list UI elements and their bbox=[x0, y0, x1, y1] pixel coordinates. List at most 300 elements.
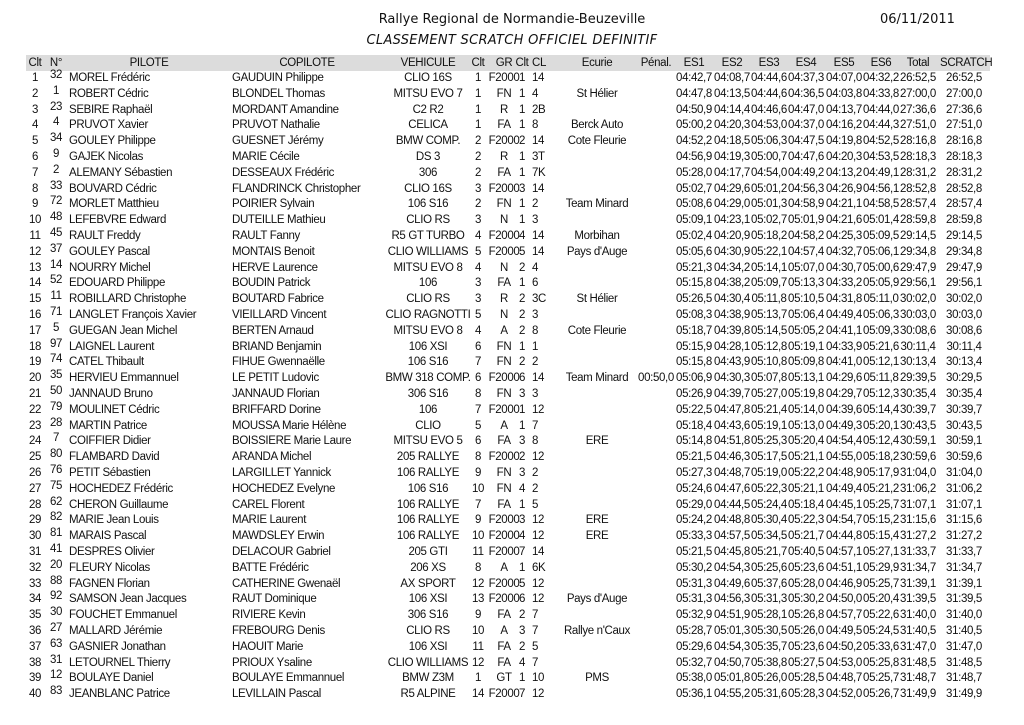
cell-group: FA bbox=[497, 498, 511, 511]
cell-vehicule: CLIO bbox=[415, 419, 441, 432]
cell-es5: 04:19,8 bbox=[826, 135, 862, 148]
cell-es2: 04:08,7 bbox=[714, 72, 750, 84]
cell-group: F2000 bbox=[488, 577, 520, 590]
table-row bbox=[0, 370, 1024, 386]
cell-rank: 18 bbox=[28, 340, 42, 353]
cell-pilote: JANNAUD Bruno bbox=[69, 388, 153, 400]
cell-es3: 05:28,1 bbox=[751, 609, 787, 622]
cell-class-rank-group: 8 bbox=[474, 451, 482, 464]
cell-es6: 04:33,8 bbox=[863, 87, 899, 100]
cell-class: 14 bbox=[532, 135, 545, 148]
cell-rank: 22 bbox=[28, 403, 42, 416]
cell-total: 30:02,0 bbox=[900, 293, 936, 306]
cell-es6: 05:26,7 bbox=[863, 688, 899, 701]
cell-es6: 04:32,2 bbox=[863, 72, 899, 84]
cell-es2: 04:55,2 bbox=[714, 688, 750, 701]
cell-rank: 21 bbox=[28, 388, 42, 400]
cell-es1: 05:02,4 bbox=[676, 230, 712, 242]
cell-es3: 05:09,7 bbox=[751, 277, 787, 290]
cell-rank: 39 bbox=[28, 672, 42, 685]
cell-rank: 31 bbox=[28, 546, 42, 558]
cell-pilote: GOULEY Pascal bbox=[69, 245, 150, 258]
cell-number: 48 bbox=[49, 211, 63, 224]
cell-es5: 04:13,7 bbox=[826, 103, 862, 116]
cell-es4: 04:57,4 bbox=[788, 245, 824, 258]
cell-es1: 05:27,3 bbox=[676, 467, 712, 479]
cell-class-rank: 4 bbox=[518, 482, 526, 495]
cell-es3: 05:19,1 bbox=[751, 419, 787, 432]
table-row bbox=[0, 70, 1024, 86]
cell-total: 30:43,5 bbox=[900, 419, 936, 432]
cell-rank: 38 bbox=[28, 656, 42, 669]
cell-class: 14 bbox=[532, 546, 545, 558]
cell-vehicule: 306 bbox=[418, 166, 438, 179]
cell-copilote: LEVILLAIN Pascal bbox=[232, 688, 322, 701]
cell-es1: 05:15,8 bbox=[676, 277, 712, 290]
cell-es4: 05:28,3 bbox=[788, 688, 824, 701]
cell-class-rank-group: 12 bbox=[471, 577, 485, 590]
cell-es5: 04:49,5 bbox=[826, 625, 862, 637]
cell-es6: 05:09,5 bbox=[863, 230, 899, 242]
cell-es3: 04:44,6 bbox=[751, 72, 787, 84]
cell-group: FN bbox=[496, 388, 512, 400]
cell-class: 7 bbox=[532, 609, 539, 622]
cell-number: 37 bbox=[49, 242, 63, 255]
cell-class-rank-group: 1 bbox=[474, 672, 482, 685]
cell-es5: 04:13,2 bbox=[826, 166, 862, 179]
cell-ecurie: Pays d'Auge bbox=[566, 593, 628, 606]
cell-es2: 04:19,3 bbox=[714, 151, 750, 163]
cell-total: 31:48,5 bbox=[900, 656, 936, 669]
cell-scratch: 31:07,1 bbox=[946, 498, 982, 511]
column-header-es5: ES5 bbox=[833, 57, 855, 69]
cell-vehicule: 206 XS bbox=[410, 561, 446, 574]
cell-class-rank-group: 8 bbox=[474, 561, 482, 574]
cell-penalty: 00:50,0 bbox=[638, 372, 674, 385]
cell-number: 79 bbox=[49, 400, 63, 413]
cell-group: FA bbox=[497, 277, 511, 290]
cell-scratch: 31:49,9 bbox=[946, 688, 982, 701]
cell-copilote: HOCHEDEZ Evelyne bbox=[232, 482, 336, 495]
cell-total: 31:06,2 bbox=[900, 482, 936, 495]
table-row bbox=[0, 133, 1024, 149]
cell-class-rank: 1 bbox=[518, 72, 526, 84]
cell-class-rank-group: 1 bbox=[474, 72, 482, 84]
cell-es4: 05:22,3 bbox=[788, 514, 824, 527]
cell-es2: 04:45,8 bbox=[714, 546, 750, 558]
cell-group: F2000 bbox=[488, 451, 520, 464]
cell-pilote: MARAIS Pascal bbox=[69, 530, 147, 543]
cell-es4: 04:58,2 bbox=[788, 230, 824, 242]
table-row bbox=[0, 623, 1024, 639]
cell-number: 88 bbox=[49, 574, 63, 587]
cell-class-rank: 1 bbox=[518, 198, 526, 211]
cell-pilote: ROBERT Cédric bbox=[69, 87, 149, 100]
cell-vehicule: 106 S16 bbox=[407, 482, 449, 495]
cell-class-rank: 1 bbox=[518, 151, 526, 163]
cell-pilote: DESPRES Olivier bbox=[69, 546, 155, 558]
cell-rank: 8 bbox=[31, 182, 39, 195]
cell-total: 30:39,7 bbox=[900, 403, 936, 416]
cell-es6: 05:27,1 bbox=[863, 546, 899, 558]
cell-es6: 05:15,2 bbox=[863, 514, 899, 527]
cell-class: 2 bbox=[532, 198, 539, 211]
cell-rank: 19 bbox=[28, 356, 42, 369]
cell-rank: 26 bbox=[28, 467, 42, 479]
cell-es2: 04:51,9 bbox=[714, 609, 750, 622]
cell-number: 80 bbox=[49, 448, 63, 461]
cell-total: 29:39,5 bbox=[900, 372, 936, 385]
cell-es1: 05:26,5 bbox=[676, 293, 712, 306]
cell-pilote: HERVIEU Emmannuel bbox=[69, 372, 179, 385]
cell-rank: 32 bbox=[28, 561, 42, 574]
cell-scratch: 30:11,4 bbox=[946, 340, 982, 353]
cell-es5: 04:31,8 bbox=[826, 293, 862, 306]
cell-vehicule: 106 RALLYE bbox=[396, 467, 460, 479]
table-row bbox=[0, 323, 1024, 339]
cell-es6: 05:33,6 bbox=[863, 640, 899, 653]
cell-es4: 05:09,8 bbox=[788, 356, 824, 369]
document-subtitle: CLASSEMENT SCRATCH OFFICIEL DEFINITIF bbox=[366, 33, 658, 48]
cell-pilote: MARTIN Patrice bbox=[69, 419, 147, 432]
cell-scratch: 30:59,1 bbox=[946, 435, 982, 448]
cell-rank: 14 bbox=[28, 277, 42, 290]
cell-scratch: 26:52,5 bbox=[946, 72, 982, 84]
cell-es4: 04:58,9 bbox=[788, 198, 824, 211]
cell-rank: 20 bbox=[28, 372, 42, 385]
cell-number: 11 bbox=[50, 290, 62, 303]
cell-es4: 05:13,3 bbox=[788, 277, 824, 290]
cell-number: 31 bbox=[49, 653, 63, 666]
cell-number: 34 bbox=[49, 132, 63, 145]
cell-es1: 05:15,8 bbox=[676, 356, 712, 369]
cell-class-rank-group: 6 bbox=[474, 435, 482, 448]
cell-vehicule: DS 3 bbox=[415, 151, 441, 163]
cell-es5: 04:48,9 bbox=[826, 467, 862, 479]
cell-scratch: 31:39,1 bbox=[946, 577, 982, 590]
table-row bbox=[0, 512, 1024, 528]
cell-vehicule: 106 XSI bbox=[408, 593, 448, 606]
cell-es6: 05:18,2 bbox=[863, 451, 899, 464]
cell-es2: 04:48,7 bbox=[714, 467, 750, 479]
cell-number: 74 bbox=[49, 353, 63, 366]
cell-es5: 04:53,0 bbox=[826, 656, 862, 669]
cell-pilote: MARIE Jean Louis bbox=[69, 514, 159, 527]
table-row bbox=[0, 102, 1024, 118]
cell-class-rank-group: 9 bbox=[474, 467, 482, 479]
cell-es5: 04:39,6 bbox=[826, 403, 862, 416]
cell-class-rank: 1 bbox=[518, 498, 526, 511]
cell-total: 30:59,1 bbox=[900, 435, 936, 448]
cell-es5: 04:49,4 bbox=[826, 309, 862, 321]
cell-rank: 40 bbox=[28, 688, 42, 701]
cell-es1: 05:02,7 bbox=[676, 182, 712, 195]
cell-es2: 04:14,4 bbox=[714, 103, 750, 116]
cell-es1: 05:18,7 bbox=[676, 324, 712, 337]
cell-number: 97 bbox=[49, 337, 63, 350]
cell-number: 33 bbox=[49, 179, 63, 192]
cell-es6: 05:11,0 bbox=[863, 293, 899, 306]
cell-class: 12 bbox=[532, 530, 545, 543]
cell-es3: 05:25,6 bbox=[751, 561, 787, 574]
cell-es1: 05:32,9 bbox=[676, 609, 712, 622]
cell-es3: 05:31,6 bbox=[751, 688, 787, 701]
cell-pilote: EDOUARD Philippe bbox=[69, 277, 166, 290]
cell-group: N bbox=[500, 309, 508, 321]
cell-number: 72 bbox=[49, 195, 63, 208]
cell-es3: 05:37,6 bbox=[751, 577, 787, 590]
cell-es2: 04:30,3 bbox=[714, 372, 750, 385]
cell-class-rank: 3 bbox=[518, 514, 526, 527]
cell-rank: 11 bbox=[29, 230, 41, 242]
cell-es5: 04:32,7 bbox=[826, 245, 862, 258]
table-row bbox=[0, 339, 1024, 355]
cell-class-rank: 3 bbox=[518, 182, 526, 195]
cell-number: 50 bbox=[49, 385, 63, 397]
table-row bbox=[0, 86, 1024, 102]
cell-class-rank: 1 bbox=[518, 103, 526, 116]
cell-ecurie: ERE bbox=[585, 435, 609, 448]
cell-ecurie: Morbihan bbox=[574, 230, 620, 242]
table-row bbox=[0, 418, 1024, 434]
cell-number: 81 bbox=[49, 527, 63, 540]
cell-class: 3 bbox=[532, 309, 539, 321]
cell-total: 28:52,8 bbox=[900, 182, 936, 195]
cell-es3: 05:21,7 bbox=[751, 546, 787, 558]
cell-class-rank: 3 bbox=[518, 388, 526, 400]
cell-class-rank: 3 bbox=[518, 467, 526, 479]
cell-class-rank-group: 2 bbox=[474, 151, 482, 163]
cell-rank: 6 bbox=[31, 151, 39, 163]
cell-es3: 05:19,0 bbox=[751, 467, 787, 479]
cell-es3: 05:10,8 bbox=[751, 356, 787, 369]
cell-group: F2000 bbox=[488, 72, 520, 84]
cell-group: FN bbox=[496, 356, 512, 369]
cell-rank: 34 bbox=[28, 593, 42, 606]
column-header-number: N° bbox=[49, 57, 63, 69]
cell-number: 75 bbox=[49, 479, 63, 492]
cell-ecurie: Pays d'Auge bbox=[566, 245, 628, 258]
table-row bbox=[0, 497, 1024, 513]
cell-pilote: FLEURY Nicolas bbox=[69, 561, 150, 574]
cell-class-rank: 2 bbox=[518, 309, 526, 321]
cell-es5: 04:21,1 bbox=[826, 198, 862, 211]
cell-rank: 27 bbox=[28, 482, 42, 495]
cell-es2: 04:29,6 bbox=[714, 182, 750, 195]
cell-class: 7 bbox=[532, 625, 539, 637]
cell-es5: 04:52,0 bbox=[826, 688, 862, 701]
cell-es2: 04:51,8 bbox=[714, 435, 750, 448]
cell-scratch: 29:47,9 bbox=[946, 261, 982, 274]
cell-rank: 2 bbox=[31, 87, 39, 100]
cell-class-rank-group: 11 bbox=[472, 640, 484, 653]
column-header-ecurie: Ecurie bbox=[581, 57, 613, 69]
cell-rank: 7 bbox=[31, 166, 39, 179]
cell-class-rank: 1 bbox=[518, 672, 526, 685]
cell-scratch: 28:31,2 bbox=[946, 166, 982, 179]
cell-class-rank-group: 3 bbox=[474, 182, 482, 195]
cell-total: 31:07,1 bbox=[900, 498, 936, 511]
cell-pilote: MALLARD Jérémie bbox=[69, 625, 163, 637]
cell-number: 9 bbox=[52, 148, 60, 160]
cell-copilote: BLONDEL Thomas bbox=[232, 87, 325, 100]
cell-copilote: BERTEN Arnaud bbox=[232, 324, 314, 337]
cell-pilote: GUEGAN Jean Michel bbox=[69, 324, 178, 337]
cell-copilote: BOISSIERE Marie Laure bbox=[232, 435, 352, 448]
table-row bbox=[0, 481, 1024, 497]
cell-group: F2000 bbox=[488, 546, 520, 558]
cell-es3: 05:13,7 bbox=[751, 309, 787, 321]
cell-total: 30:08,6 bbox=[900, 324, 936, 337]
cell-es6: 05:05,9 bbox=[863, 277, 899, 290]
cell-es4: 04:47,0 bbox=[788, 103, 824, 116]
cell-es5: 04:45,1 bbox=[826, 498, 862, 511]
cell-es5: 04:48,7 bbox=[826, 672, 862, 685]
cell-class-rank-group: 3 bbox=[474, 293, 482, 306]
cell-vehicule: 205 RALLYE bbox=[396, 451, 460, 464]
cell-vehicule: MITSU EVO 8 bbox=[393, 261, 463, 274]
cell-es3: 05:34,5 bbox=[751, 530, 787, 543]
cell-es1: 05:18,4 bbox=[676, 419, 712, 432]
cell-class-rank-group: 2 bbox=[474, 198, 482, 211]
cell-es6: 04:44,0 bbox=[863, 103, 899, 116]
cell-copilote: DUTEILLE Mathieu bbox=[232, 214, 326, 227]
cell-es4: 04:37,0 bbox=[788, 119, 824, 132]
cell-es3: 05:18,2 bbox=[751, 230, 787, 242]
cell-class-rank: 1 bbox=[518, 119, 526, 132]
cell-vehicule: 106 RALLYE bbox=[396, 530, 460, 543]
cell-total: 28:31,2 bbox=[900, 166, 936, 179]
cell-es4: 05:18,4 bbox=[788, 498, 824, 511]
cell-scratch: 31:34,7 bbox=[946, 561, 982, 574]
cell-copilote: LE PETIT Ludovic bbox=[232, 372, 319, 385]
cell-es3: 04:54,0 bbox=[751, 166, 787, 179]
cell-es4: 05:07,0 bbox=[788, 261, 824, 274]
cell-number: 5 bbox=[52, 321, 60, 334]
table-row bbox=[0, 655, 1024, 671]
cell-es1: 05:21,3 bbox=[676, 261, 712, 274]
cell-class: 12 bbox=[532, 593, 545, 606]
cell-class: 14 bbox=[532, 245, 545, 258]
cell-es6: 05:00,6 bbox=[863, 261, 899, 274]
cell-class: 2 bbox=[532, 482, 539, 495]
cell-vehicule: MITSU EVO 8 bbox=[393, 324, 463, 337]
cell-es4: 05:19,8 bbox=[788, 388, 824, 400]
cell-class: 10 bbox=[532, 672, 545, 685]
table-row bbox=[0, 307, 1024, 323]
cell-ecurie: ERE bbox=[585, 530, 609, 543]
cell-total: 29:56,1 bbox=[900, 277, 936, 290]
cell-pilote: FAGNEN Florian bbox=[69, 577, 150, 590]
cell-es6: 05:14,4 bbox=[863, 403, 899, 416]
table-row bbox=[0, 465, 1024, 481]
cell-es6: 05:12,3 bbox=[863, 388, 899, 400]
cell-es3: 05:30,4 bbox=[751, 514, 787, 527]
cell-vehicule: 306 S16 bbox=[407, 388, 449, 400]
cell-scratch: 30:35,4 bbox=[946, 388, 982, 400]
table-row bbox=[0, 591, 1024, 607]
cell-es2: 04:56,3 bbox=[714, 593, 750, 606]
cell-es2: 04:54,3 bbox=[714, 640, 750, 653]
cell-class-rank: 2 bbox=[518, 324, 526, 337]
cell-es6: 05:25,7 bbox=[863, 672, 899, 685]
cell-es5: 04:29,6 bbox=[826, 372, 862, 385]
cell-es3: 05:21,4 bbox=[751, 403, 787, 416]
cell-es5: 04:33,2 bbox=[826, 277, 862, 290]
column-header-group: GR bbox=[495, 57, 513, 69]
cell-es6: 04:53,5 bbox=[863, 151, 899, 163]
cell-total: 30:03,0 bbox=[900, 309, 936, 321]
table-row bbox=[0, 433, 1024, 449]
cell-group: FA bbox=[497, 640, 511, 653]
cell-group: A bbox=[500, 625, 508, 637]
cell-total: 28:57,4 bbox=[900, 198, 936, 211]
cell-scratch: 27:00,0 bbox=[946, 87, 982, 100]
table-row bbox=[0, 544, 1024, 560]
column-header-es4: ES4 bbox=[795, 57, 817, 69]
cell-es4: 04:37,3 bbox=[788, 72, 824, 84]
cell-copilote: BRIFFARD Dorine bbox=[232, 403, 321, 416]
cell-group: F2000 bbox=[488, 514, 520, 527]
cell-es4: 05:21,7 bbox=[788, 530, 824, 543]
cell-class: 12 bbox=[532, 688, 545, 701]
cell-class: 7 bbox=[532, 656, 539, 669]
table-row bbox=[0, 181, 1024, 197]
cell-group: R bbox=[500, 103, 508, 116]
cell-pilote: PETIT Sébastien bbox=[69, 467, 151, 479]
cell-es4: 05:30,2 bbox=[788, 593, 824, 606]
cell-vehicule: 106 S16 bbox=[407, 198, 449, 211]
cell-scratch: 28:18,3 bbox=[946, 151, 982, 163]
cell-scratch: 31:15,6 bbox=[946, 514, 982, 527]
cell-vehicule: BMW COMP. bbox=[395, 135, 461, 148]
cell-number: 45 bbox=[49, 227, 63, 239]
cell-class: 14 bbox=[532, 72, 545, 84]
cell-es3: 05:11,8 bbox=[751, 293, 787, 306]
cell-es1: 05:08,6 bbox=[676, 198, 712, 211]
table-row bbox=[0, 670, 1024, 686]
cell-vehicule: 106 bbox=[418, 403, 438, 416]
cell-copilote: RAUT Dominique bbox=[232, 593, 317, 606]
table-row bbox=[0, 212, 1024, 228]
cell-class-rank-group: 9 bbox=[474, 609, 482, 622]
cell-scratch: 28:59,8 bbox=[946, 214, 982, 227]
cell-group: FA bbox=[497, 435, 511, 448]
cell-es1: 05:29,0 bbox=[676, 498, 712, 511]
cell-es1: 05:14,8 bbox=[676, 435, 712, 448]
cell-es6: 05:12,1 bbox=[863, 356, 899, 369]
cell-class-rank-group: 11 bbox=[472, 546, 484, 558]
cell-group: FN bbox=[496, 467, 512, 479]
cell-es2: 04:28,1 bbox=[714, 340, 750, 353]
cell-number: 35 bbox=[49, 369, 63, 382]
cell-pilote: FLAMBARD David bbox=[69, 451, 160, 464]
cell-total: 31:49,9 bbox=[900, 688, 936, 701]
cell-es5: 04:46,9 bbox=[826, 577, 862, 590]
cell-es1: 04:47,8 bbox=[676, 87, 712, 100]
cell-pilote: BOULAYE Daniel bbox=[69, 672, 154, 685]
cell-pilote: FOUCHET Emmanuel bbox=[69, 609, 177, 622]
cell-class: 7K bbox=[532, 166, 546, 179]
cell-class-rank-group: 7 bbox=[474, 356, 482, 369]
cell-es2: 04:34,2 bbox=[714, 261, 750, 274]
cell-es4: 05:26,8 bbox=[788, 609, 824, 622]
cell-rank: 10 bbox=[28, 214, 42, 227]
cell-ecurie: Cote Fleurie bbox=[567, 324, 627, 337]
cell-es5: 04:49,4 bbox=[826, 482, 862, 495]
cell-es3: 05:26,0 bbox=[751, 672, 787, 685]
cell-es4: 05:01,9 bbox=[788, 214, 824, 227]
